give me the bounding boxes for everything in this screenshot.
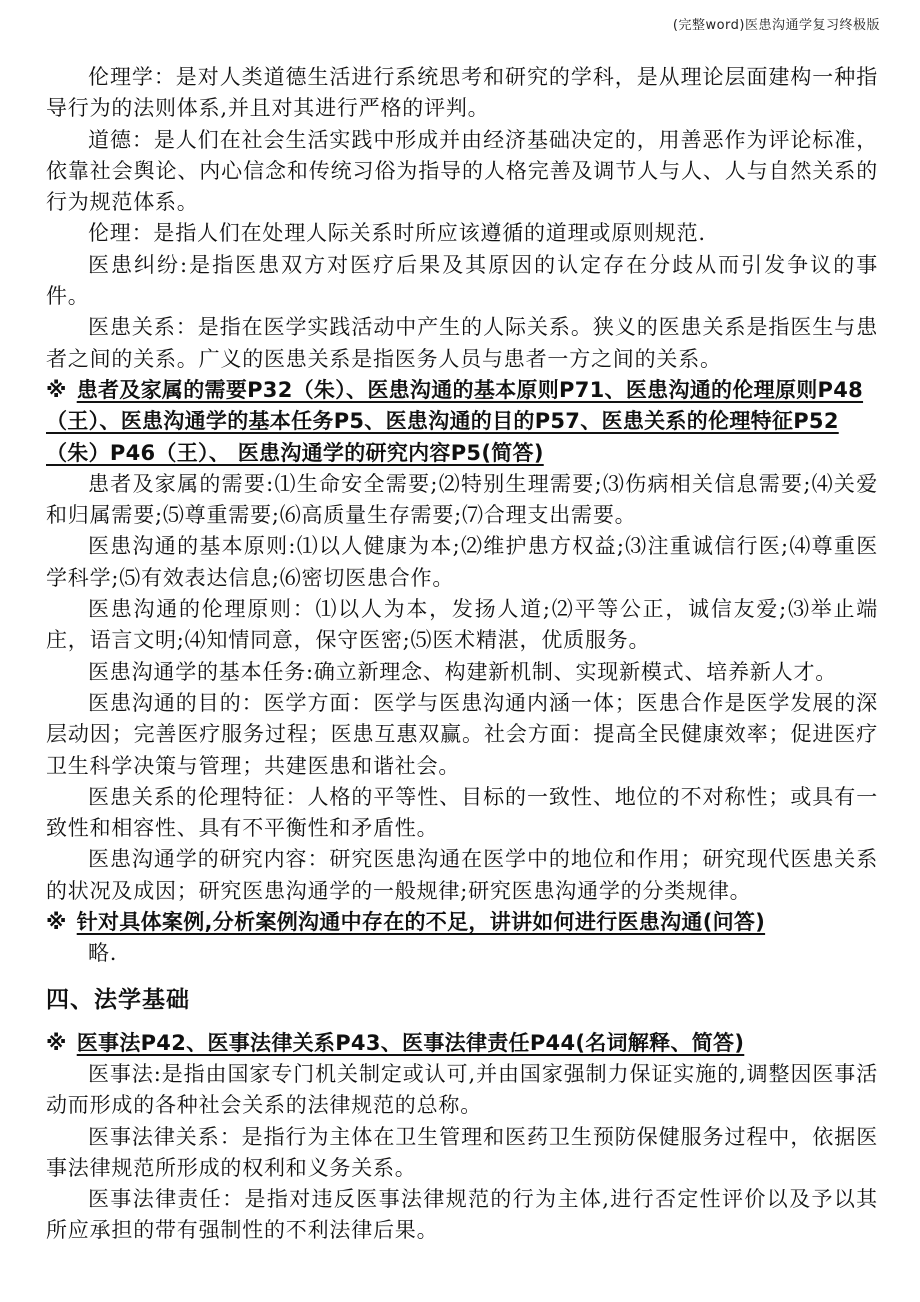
definition-medical-legal-relation: 医事法律关系：是指行为主体在卫生管理和医药卫生预防保健服务过程中，依据医事法律规范所形成的权利和义务关系。 — [46, 1124, 878, 1180]
definition-medical-dispute: 医患纠纷:是指医患双方对医疗后果及其原因的认定存在分歧从而引发争议的事件。 — [46, 252, 878, 309]
definition-medical-law: 医事法:是指由国家专门机关制定或认可,并由国家强制力保证实施的,调整因医事活动而形成的各种社会关系的法律规范的总称。 — [46, 1061, 878, 1118]
answer-patient-needs: 患者及家属的需要:⑴生命安全需要;⑵特别生理需要;⑶伤病相关信息需要;⑷关爱和归属需要;⑸尊重需要;⑹高质量生存需要;⑺合理支出需要。 — [46, 471, 878, 528]
key-point-heading-1 — [46, 375, 878, 469]
definition-ethic-principle: 伦理：是指人们在处理人际关系时所应该遵循的道理或原则规范. — [88, 221, 706, 246]
answer-ethical-principles: 医患沟通的伦理原则：⑴以人为本，发扬人道;⑵平等公正，诚信友爱;⑶举止端庄，语言文明;⑷知情同意，保守医密;⑸医术精湛，优质服务。 — [46, 597, 878, 653]
reference-mark: ※ — [46, 910, 67, 935]
answer-basic-principles: 医患沟通的基本原则:⑴以人健康为本;⑵维护患方权益;⑶注重诚信行医;⑷尊重医学科学;⑸有效表达信息;⑹密切医患合作。 — [46, 534, 878, 590]
answer-omitted: 略. — [88, 941, 118, 966]
answer-ethical-features: 医患关系的伦理特征：人格的平等性、目标的一致性、地位的不对称性；或具有一致性和相容性、具有不平衡性和矛盾性。 — [46, 784, 878, 841]
definition-morality: 道德：是人们在社会生活实践中形成并由经济基础决定的，用善恶作为评论标准，依靠社会舆论、内心信念和传统习俗为指导的人格完善及调节人与人、人与自然关系的行为规范体系。 — [46, 127, 878, 215]
section-title: 四、法学基础 — [46, 986, 190, 1013]
definition-doctor-patient-relation: 医患关系：是指在医学实践活动中产生的人际关系。狭义的医患关系是指医生与患者之间的关系。广义的医患关系是指医务人员与患者一方之间的关系。 — [46, 315, 878, 371]
answer-research-content: 医患沟通学的研究内容：研究医患沟通在医学中的地位和作用；研究现代医患关系的状况及成因；研究医患沟通学的一般规律;研究医患沟通学的分类规律。 — [46, 847, 878, 903]
key-point-text: 患者及家属的需要P32（朱）、医患沟通的基本原则P71、医患沟通的伦理原则P48（王）、医患沟通学的基本任务P5、医患沟通的目的P57、医患关系的伦理特征P52（朱）P46（王）、 医患沟通学的研究内容P5(简答) — [46, 377, 864, 465]
key-point-heading-2 — [46, 907, 878, 938]
reference-mark: ※ — [46, 1030, 67, 1055]
answer-basic-tasks: 医患沟通学的基本任务:确立新理念、构建新机制、实现新模式、培养新人才。 — [88, 659, 838, 684]
answer-purpose: 医患沟通的目的：医学方面：医学与医患沟通内涵一体；医患合作是医学发展的深层动因；完善医疗服务过程；医患互惠双赢。社会方面：提高全民健康效率；促进医疗卫生科学决策与管理；共建医患和谐社会。 — [46, 690, 878, 778]
reference-mark: ※ — [46, 377, 67, 402]
key-point-text: 针对具体案例,分析案例沟通中存在的不足，讲讲如何进行医患沟通(问答) — [76, 910, 766, 935]
definition-medical-legal-liability: 医事法律责任：是指对违反医事法律规范的行为主体,进行否定性评价以及予以其所应承担的带有强制性的不利法律后果。 — [46, 1187, 878, 1243]
key-point-text: 医事法P42、医事法律关系P43、医事法律责任P44(名词解释、简答) — [76, 1030, 745, 1055]
definition-ethics: 伦理学：是对人类道德生活进行系统思考和研究的学科，是从理论层面建构一种指导行为的法则体系,并且对其进行严格的评判。 — [46, 65, 878, 121]
key-point-heading-3 — [46, 1028, 878, 1059]
running-header: (完整word)医患沟通学复习终极版 — [672, 18, 880, 33]
